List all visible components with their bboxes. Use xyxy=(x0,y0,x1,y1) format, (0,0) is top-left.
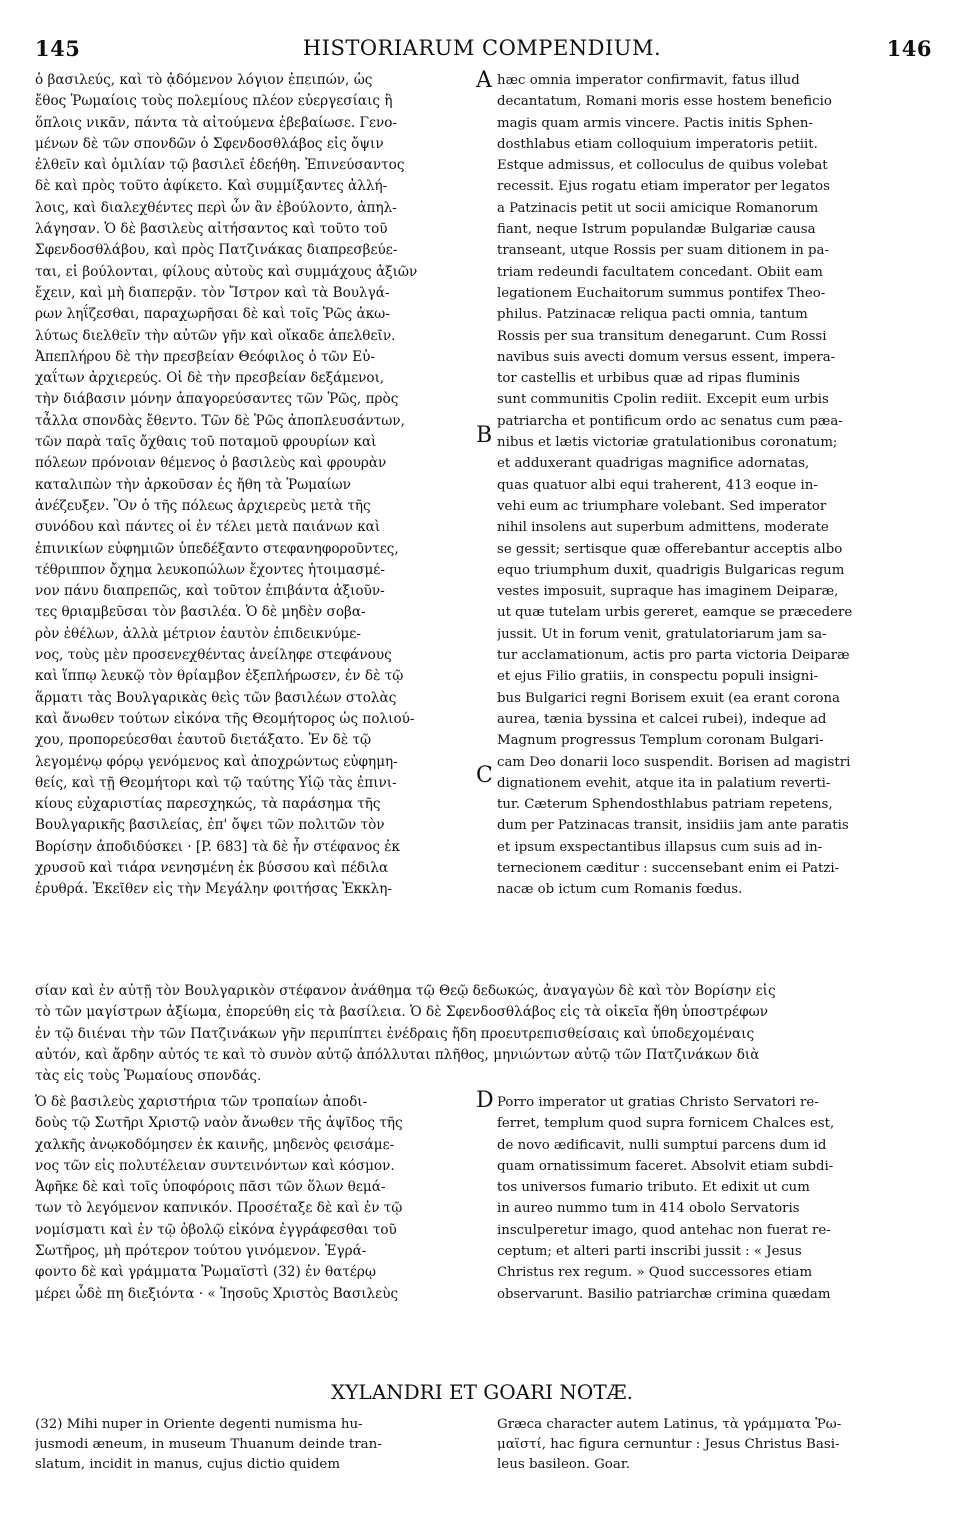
text-line: ut quæ tutelam urbis gereret, eamque se præcedere xyxy=(497,605,853,621)
text-line: legationem Euchaitorum summus pontifex Theo- xyxy=(497,285,826,301)
text-line: dosthlabus etiam colloquium imperatoris petiit. xyxy=(497,136,818,152)
text-line: jusmodi æneum, in museum Thuanum deinde tran- xyxy=(35,1437,382,1452)
text-line: Σφενδοσθλάβου, καὶ πρὸς Πατζινάκας διαπρεσβεύε- xyxy=(35,242,398,259)
text-line: ἐρυθρά. Ἐκεῖθεν εἰς τὴν Μεγάλην φοιτήσας Ἐκκλη- xyxy=(35,881,393,898)
text-line: τὸ τῶν μαγίστρων ἀξίωμα, ἐπορεύθη εἰς τὰ βασίλεια. Ὁ δὲ Σφενδοσθλάβος εἰς τὰ οἰκεῖα ἤθη ὑποστρέφων xyxy=(35,1004,768,1021)
text-line: ρὸν ἐθέλων, ἀλλὰ μέτριον ἑαυτὸν ἐπιδεικνύμε- xyxy=(35,625,361,642)
text-line: νος τῶν εἰς πολυτέλειαν συντεινόντων καὶ κόσμον. xyxy=(35,1157,395,1174)
text-line: navibus suis avecti domum versus essent, impera- xyxy=(497,349,836,365)
text-line: (32) Mihi nuper in Oriente degenti numisma hu- xyxy=(35,1417,363,1432)
text-line: ὅπλοις νικᾶν, πάντα τὰ αἰτούμενα ἐβεβαίωσε. Γενο- xyxy=(35,114,398,131)
text-line: ται, εἰ βούλονται, φίλους αὐτοὺς καὶ συμμάχους ἀξιῶν xyxy=(35,263,418,280)
text-line: μέρει ὧδὲ πη διεξιόντα · « Ἰησοῦς Χριστὸς Βασιλεὺς xyxy=(35,1285,399,1302)
text-line: jussit. Ut in forum venit, gratulatoriarum jam sa- xyxy=(497,626,827,642)
text-line: sunt communitis Cpolin rediit. Excepit eum urbis xyxy=(497,392,829,408)
text-line: λεγομένῳ φόρῳ γενόμενος καὶ ἀποχρώντως εὐφημη- xyxy=(35,753,398,770)
text-line: ἐπινικίων εὐφημιῶν ὑπεδέξαντο στεφανηφοροῦντες, xyxy=(35,540,399,557)
text-line: νομίσματι καὶ ἐν τῷ ὀβολῷ εἰκόνα ἐγγράφεσθαι τοῦ xyxy=(35,1221,397,1238)
text-line: Magnum progressus Templum coronam Bulgari- xyxy=(497,733,824,749)
text-line: ἔχειν, καὶ μὴ διαπερᾷν. τὸν Ἴστρον καὶ τὰ Βουλγά- xyxy=(35,284,390,301)
greek-column-top xyxy=(35,70,475,901)
text-line: tor castellis et urbibus quæ ad ripas fluminis xyxy=(497,371,800,387)
text-line: ferret, templum quod supra fornicem Chalces est, xyxy=(497,1116,835,1132)
text-line: ἀνέζευξεν. Ὃν ὁ τῆς πόλεως ἀρχιερεὺς μετὰ τῆς xyxy=(35,497,371,514)
text-line: καὶ ἵππῳ λευκῷ τὸν θρίαμβον ἐξεπλήρωσεν, ἐν δὲ τῷ xyxy=(35,668,404,685)
text-line: χου, προπορεύεσθαι ἑαυτοῦ διετάξατο. Ἐν δὲ τῷ xyxy=(35,732,372,749)
text-line: se gessit; sertisque quæ offerebantur acceptis albo xyxy=(497,541,843,557)
text-line: κίους εὐχαριστίας παρεσχηκώς, τὰ παράσημα τῆς xyxy=(35,796,381,813)
text-line: observarunt. Basilio patriarchæ crimina quædam xyxy=(497,1286,831,1302)
text-line: συνόδου καὶ πάντες οἱ ἐν τέλει μετὰ παιάνων καὶ xyxy=(35,519,381,536)
text-line: ρων ληΐζεσθαι, παραχωρῆσαι δὲ καὶ τοῖς Ῥῶς ἀκω- xyxy=(35,306,390,323)
text-line: vestes imposuit, supraque has imaginem Deiparæ, xyxy=(497,584,839,600)
text-line: aurea, tænia byssina et calcei rubei), indeque ad xyxy=(497,711,827,727)
text-line: Estque admissus, et colloculus de quibus volebat xyxy=(497,158,828,174)
text-line: insculperetur imago, quod antehac non fuerat re- xyxy=(497,1222,831,1238)
text-line: philus. Patzinacæ reliqua pacti omnia, tantum xyxy=(497,307,808,323)
section-marker-d: D xyxy=(476,1088,494,1113)
text-line: φοντο δὲ καὶ γράμματα Ῥωμαϊστὶ (32) ἐν θατέρῳ xyxy=(35,1264,377,1281)
text-line: equo triumphum duxit, quadrigis Bulgaricas regum xyxy=(497,562,845,578)
text-line: leus basileon. Goar. xyxy=(497,1457,631,1472)
text-line: ἐν τῷ διιέναι τὴν τῶν Πατζινάκων γῆν περιπίπτει ἐνέδραις ἤδη προευτρεπισθείσαις καὶ ὑποδεχομέναις xyxy=(35,1025,755,1042)
text-line: ἅρματι τὰς Βουλγαρικὰς θεὶς τῶν βασιλέων στολὰς xyxy=(35,689,397,706)
text-line: patriarcha et pontificum ordo ac senatus cum pæa- xyxy=(497,413,843,429)
text-line: nihil insolens aut superbum admittens, moderate xyxy=(497,520,829,536)
text-line: χαλκῆς ἀνῳκοδόμησεν ἐκ καινῆς, μηδενὸς φεισάμε- xyxy=(35,1136,395,1153)
text-line: τὴν διάβασιν μόνην ἀπαγορεύσαντες τῶν Ῥῶς, πρὸς xyxy=(35,391,399,408)
page-number-right: 146 xyxy=(886,36,932,61)
text-line: ternecionem cæditur : succensebant enim ei Patzi- xyxy=(497,860,840,876)
text-line: cam Deo donarii loco suspendit. Borisen ad magistri xyxy=(497,754,851,770)
text-line: fiant, neque Istrum populandæ Bulgariæ causa xyxy=(497,222,816,238)
text-line: λύτως διελθεῖν τὴν αὐτῶν γῆν καὶ οἴκαδε ἀπελθεῖν. xyxy=(35,327,396,344)
text-line: ὁ βασιλεύς, καὶ τὸ ᾀδόμενον λόγιον ἐπειπών, ὡς xyxy=(35,72,373,88)
text-line: et ejus Filio gratiis, in conspectu populi insigni- xyxy=(497,669,819,685)
text-line: δὲ καὶ πρὸς τοῦτο ἀφίκετο. Καὶ συμμίξαντες ἀλλή- xyxy=(35,178,388,195)
text-line: νον πάνυ διαπρεπῶς, καὶ τοῦτον ἐπιβάντα ἀξιοῦν- xyxy=(35,583,385,600)
text-line: τες θριαμβεῦσαι τὸν βασιλέα. Ὁ δὲ μηδὲν σοβα- xyxy=(35,604,366,621)
text-line: in aureo nummo tum in 414 obolo Servatoris xyxy=(497,1201,800,1217)
text-line: των τὸ λεγόμενον καπνικόν. Προσέταξε δὲ καὶ ἐν τῷ xyxy=(35,1200,403,1217)
text-line: a Patzinacis petit ut socii amicique Romanorum xyxy=(497,200,819,216)
text-line: bus Bulgarici regni Borisem exuit (ea erant corona xyxy=(497,690,840,706)
text-line: χρυσοῦ καὶ τιάρα νενησμένη ἐκ βύσσου καὶ πέδιλα xyxy=(35,859,389,876)
text-line: Ἀπεπλήρου δὲ τὴν πρεσβείαν Θεόφιλος ὁ τῶν Εὐ- xyxy=(35,348,375,365)
latin-column-bottom xyxy=(497,1092,929,1305)
text-line: quam ornatissimum faceret. Absolvit etiam subdi- xyxy=(497,1158,834,1174)
section-marker-c: C xyxy=(476,763,493,788)
text-line: et ipsum exspectantibus illapsus cum suis ad in- xyxy=(497,839,823,855)
text-line: ἐλθεῖν καὶ ὁμιλίαν τῷ βασιλεῖ ἐδεήθη. Ἐπινεύσαντος xyxy=(35,157,405,174)
text-line: ceptum; et alteri parti inscribi jussit : « Jesus xyxy=(497,1244,802,1260)
text-line: μένων δὲ τῶν σπονδῶν ὁ Σφενδοσθλάβος εἰς ὄψιν xyxy=(35,135,384,152)
text-line: ἔθος Ῥωμαίοις τοὺς πολεμίους πλέον εὐεργεσίαις ἢ xyxy=(35,93,393,110)
note-left-column xyxy=(35,1415,475,1475)
text-line: Græca character autem Latinus, τὰ γράμματα Ῥω- xyxy=(497,1417,842,1432)
text-line: Christus rex regum. » Quod successores etiam xyxy=(497,1265,813,1281)
text-line: πόλεων πρόνοιαν θέμενος ὁ βασιλεὺς καὶ φρουρὰν xyxy=(35,455,387,472)
text-line: nacæ ob ictum cum Romanis fœdus. xyxy=(497,882,743,898)
text-line: Porro imperator ut gratias Christo Servatori re- xyxy=(497,1095,819,1110)
text-line: λάγησαν. Ὁ δὲ βασιλεὺς αἰτήσαντος καὶ τοῦτο τοῦ xyxy=(35,221,388,238)
text-line: triam redeundi facultatem concedant. Obiit eam xyxy=(497,264,823,280)
latin-column-top xyxy=(497,70,929,901)
text-line: magis quam armis vincere. Pactis initis Sphen- xyxy=(497,115,813,131)
text-line: quas quatuor albi equi traherent, 413 eoque in- xyxy=(497,477,818,493)
text-line: Βορίσην ἀποδιδύσκει · [P. 683] τὰ δὲ ἦν στέφανος ἐκ xyxy=(35,838,401,855)
section-marker-a: A xyxy=(476,68,492,93)
text-line: slatum, incidit in manus, cujus dictio quidem xyxy=(35,1457,341,1472)
text-line: tos universos fumario tributo. Et edixit ut cum xyxy=(497,1180,810,1196)
running-title: HISTORIARUM COMPENDIUM. xyxy=(302,36,662,60)
text-line: καταλιπὼν τὴν ἀρκοῦσαν ἐς ἤθη τὰ Ῥωμαίων xyxy=(35,476,351,493)
text-line: tur. Cæterum Sphendosthlabus patriam repetens, xyxy=(497,797,833,813)
text-line: νος, τοὺς μὲν προσενεχθέντας ἀνείληφε στεφάνους xyxy=(35,647,392,664)
text-line: Βουλγαρικῆς βασιλείας, ἐπ' ὄψει τῶν πολιτῶν τὸν xyxy=(35,817,385,834)
text-line: de novo ædificavit, nulli sumptui parcens dum id xyxy=(497,1137,827,1153)
text-line: τέθριππον ὄχημα λευκοπώλων ἔχοντες ἡτοιμασμέ- xyxy=(35,561,385,578)
text-line: αὐτόν, καὶ ἄρδην αὐτός τε καὶ τὸ συνὸν αὐτῷ ἀπόλλυται πλῆθος, μηνιώντων αὐτῷ τῶν Πατζινάκων διὰ xyxy=(35,1046,760,1063)
text-line: nibus et lætis victoriæ gratulationibus coronatum; xyxy=(497,435,838,451)
notes-heading: XYLANDRI ET GOARI NOTÆ. xyxy=(330,1380,634,1404)
text-line: recessit. Ejus rogatu etiam imperator per legatos xyxy=(497,179,831,195)
text-line: θείς, καὶ τῇ Θεομήτορι καὶ τῷ ταύτης Υἱῷ τὰς ἐπινι- xyxy=(35,774,397,791)
text-line: hæc omnia imperator confirmavit, fatus illud xyxy=(497,73,800,88)
note-right-column xyxy=(497,1415,929,1475)
section-marker-b: B xyxy=(476,423,493,448)
text-line: et adduxerant quadrigas magnifice adornatas, xyxy=(497,456,810,472)
text-line: Σωτῆρος, μὴ πρότερον τούτου γινόμενον. Ἐγρά- xyxy=(35,1243,367,1260)
greek-full-width-passage xyxy=(35,981,931,1087)
text-line: Ὁ δὲ βασιλεὺς χαριστήρια τῶν τροπαίων ἀποδι- xyxy=(35,1094,368,1110)
text-line: Rossis per sua transitum denegarunt. Cum Rossi xyxy=(497,328,827,344)
text-line: transeant, utque Rossis per suam ditionem in pa- xyxy=(497,243,829,259)
text-line: decantatum, Romani moris esse hostem beneficio xyxy=(497,94,832,110)
text-line: καὶ ἄνωθεν τούτων εἰκόνα τῆς Θεομήτορος ὡς πολιού- xyxy=(35,710,415,727)
text-line: σίαν καὶ ἐν αὐτῇ τὸν Βουλγαρικὸν στέφανον ἀνάθημα τῷ Θεῷ δεδωκώς, ἀναγαγὼν δὲ καὶ τὸν Βορίσην εἰς xyxy=(35,983,776,999)
text-line: Ἀφῆκε δὲ καὶ τοῖς ὑποφόροις πᾶσι τῶν ὅλων θεμά- xyxy=(35,1179,386,1196)
text-line: dignationem evehit, atque ita in palatium reverti- xyxy=(497,775,831,791)
text-line: μαϊστί, hac figura cernuntur : Jesus Christus Basi- xyxy=(497,1437,840,1452)
greek-column-bottom xyxy=(35,1092,475,1305)
text-line: δοὺς τῷ Σωτῆρι Χριστῷ ναὸν ἄνωθεν τῆς ἁψῖδος τῆς xyxy=(35,1115,403,1132)
text-line: λοις, καὶ διαλεχθέντες περὶ ὧν ἂν ἐβούλοντο, ἀπηλ- xyxy=(35,199,397,216)
text-line: τὰς εἰς τοὺς Ῥωμαίους σπονδάς. xyxy=(35,1068,262,1085)
text-line: vehi eum ac triumphare volebant. Sed imperator xyxy=(497,498,827,514)
text-line: τἆλλα σπονδὰς ἔθεντο. Τῶν δὲ Ῥῶς ἀποπλευσάντων, xyxy=(35,412,405,429)
text-line: τῶν παρὰ ταῖς ὄχθαις τοῦ ποταμοῦ φρουρίων καὶ xyxy=(35,434,377,451)
page-number-left: 145 xyxy=(35,36,81,61)
text-line: dum per Patzinacas transit, insidiis jam ante paratis xyxy=(497,818,849,834)
text-line: χαΐτων ἀρχιερεύς. Οἱ δὲ τὴν πρεσβείαν δεξάμενοι, xyxy=(35,370,385,387)
text-line: tur acclamationum, actis pro parta victoria Deiparæ xyxy=(497,648,850,664)
